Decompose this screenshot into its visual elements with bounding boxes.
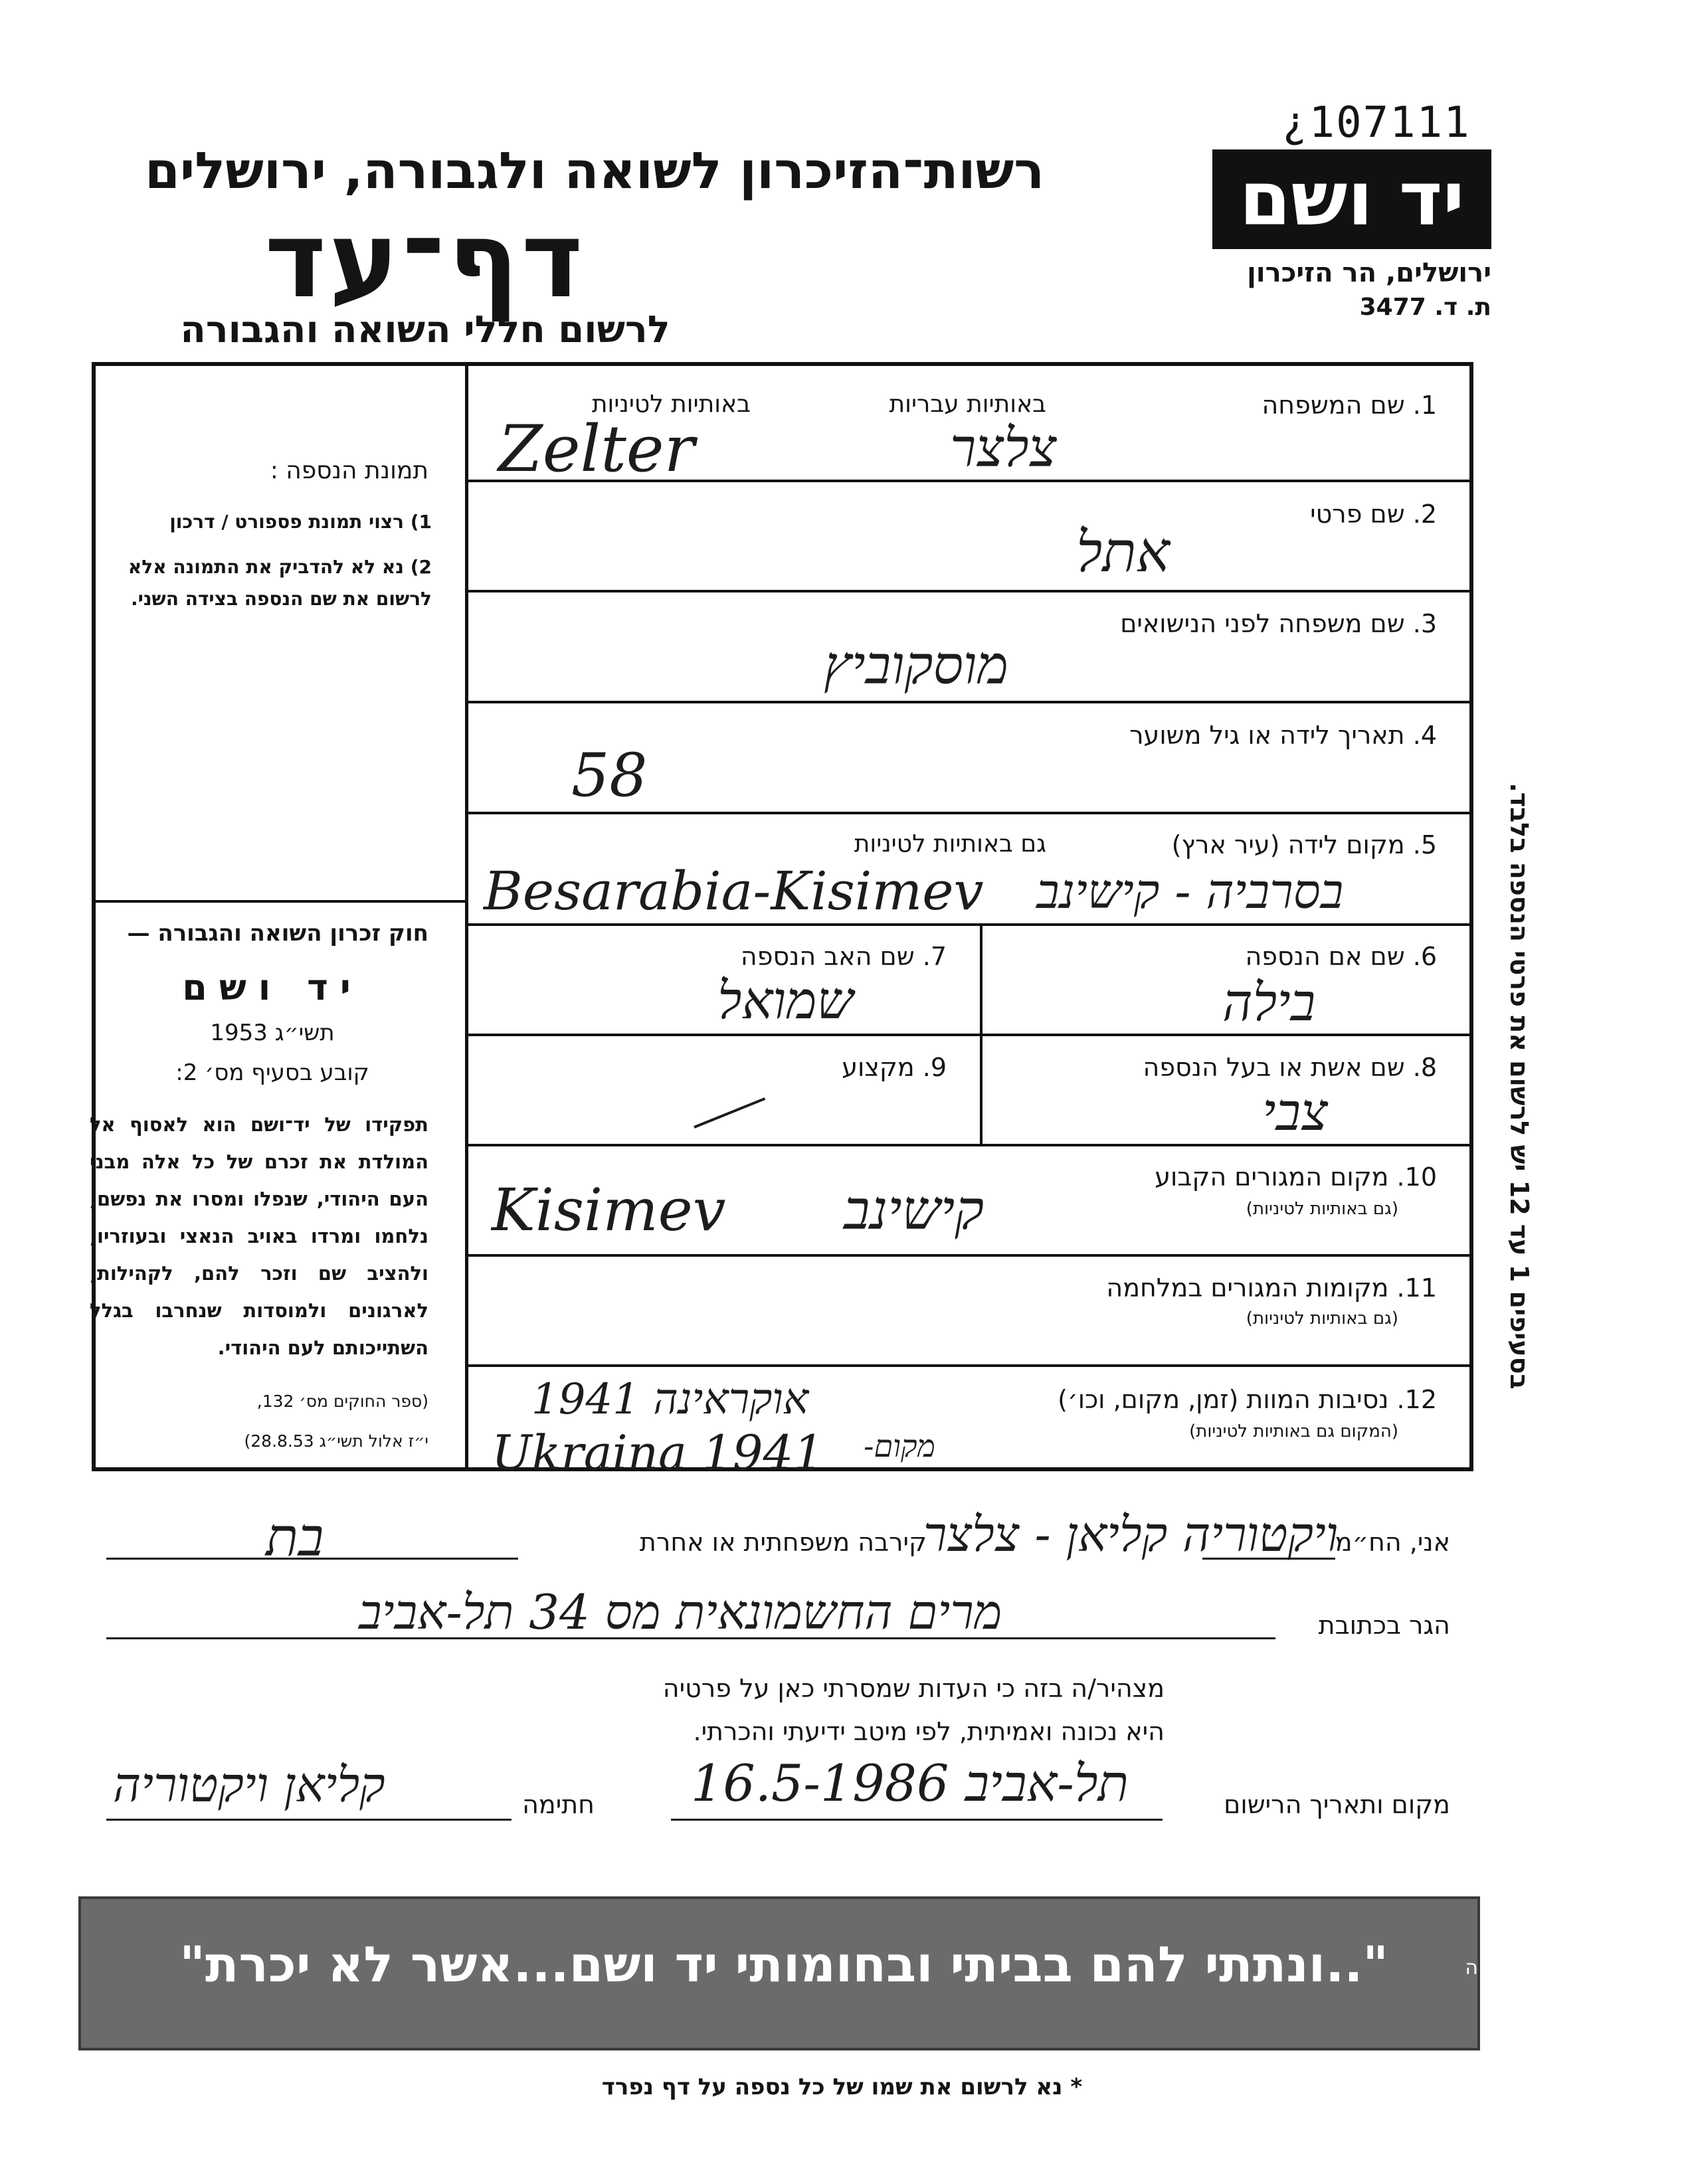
q10-answer-latin[interactable]: Kisimev <box>492 1176 726 1244</box>
q6-answer[interactable]: בילה <box>1222 973 1316 1033</box>
place-date-line <box>671 1819 1163 1821</box>
q7-label: 7. שם האב הנספה <box>740 942 947 971</box>
row-separator <box>468 1364 1473 1367</box>
form-subtitle: לרשום חללי השואה והגבורה <box>180 308 670 351</box>
sidebar-rule <box>93 900 465 903</box>
signature-label: חתימה <box>522 1790 595 1819</box>
logo-po-box: ת. ד. 3477 <box>1359 294 1491 321</box>
q4-label: 4. תאריך לידה או גיל משוער <box>1129 721 1437 750</box>
law-section: קובע בסעיף מס׳ 2: <box>175 1059 369 1086</box>
side-note <box>1496 737 1543 1435</box>
decl-address[interactable]: מרים החשמונאית מס 34 תל-אביב <box>359 1584 1002 1640</box>
q8-label: 8. שם אשת או בעל הנספה <box>1143 1053 1437 1082</box>
decl-relation-label: קירבה משפחתית או אחרת <box>639 1528 927 1557</box>
side-note-text: בסעיפים 1 עד 12 יש לרשום את פרטי הנספה בלבד. <box>1505 782 1534 1390</box>
row-separator <box>468 923 1473 926</box>
row-separator <box>468 1034 1473 1036</box>
decl-name[interactable]: ויקטוריה קליאן - צלצר <box>923 1506 1339 1562</box>
signature-line <box>106 1819 512 1821</box>
q2-label: 2. שם פרטי <box>1310 500 1437 529</box>
q6-label: 6. שם אם הנספה <box>1245 942 1437 971</box>
signature-value[interactable]: קליאן ויקטוריה <box>113 1757 385 1813</box>
band-quote: "..ונתתי להם בביתי ובחומותי יד ושם...אשר לא יכרת" <box>179 1936 1388 1993</box>
law-title: חוק זכרון השואה והגבורה — <box>127 920 428 947</box>
form-title: דף־עד <box>264 199 586 321</box>
place-date-value[interactable]: תל-אביב 16.5-1986 <box>691 1754 1129 1813</box>
q1-answer-hebrew[interactable]: צלצר <box>950 417 1057 479</box>
law-source: (ספר החוקים מס׳ 132, <box>256 1392 428 1411</box>
photo-note: 2) נא לא להדביק את התמונה אלא לרשום את שם הנספה בצידה השני. <box>128 556 432 610</box>
row-separator <box>468 1144 1473 1146</box>
photo-title: תמונת הנספה : <box>270 457 428 484</box>
photo-note: 1) רצוי תמונת פספורט / דרכון <box>169 511 432 533</box>
q3-label: 3. שם משפחה לפני הנישואים <box>1120 609 1437 638</box>
q4-answer[interactable]: 58 <box>571 741 648 810</box>
footnote: * נא לרשום את שמו של כל נספה על דף נפרד <box>601 2074 1083 2100</box>
row-separator <box>468 1254 1473 1257</box>
q5-label: 5. מקום לידה (עיר ארץ) <box>1171 830 1437 860</box>
law-name: יד ושם <box>182 966 363 1008</box>
q9-label: 9. מקצוע <box>842 1053 947 1082</box>
q5-answer-hebrew[interactable]: בסרביה - קישינב <box>1036 864 1344 919</box>
q12-place-note[interactable]: מקום- <box>864 1428 935 1464</box>
logo-address: ירושלים, הר הזיכרון <box>1247 258 1491 288</box>
q12-label: 12. נסיבות המוות (זמן, מקום, וכו׳) <box>1058 1385 1437 1414</box>
q12-answer-latin[interactable]: Ukraina 1941 <box>492 1425 824 1481</box>
q8-answer[interactable]: צבי <box>1262 1083 1328 1142</box>
column-split <box>980 923 982 1144</box>
q5-answer-latin[interactable]: Besarabia-Kisimev <box>484 860 984 922</box>
q12-answer-hebrew[interactable]: אוקראינה 1941 <box>531 1375 809 1424</box>
law-text: תפקידו של יד־ושם הוא לאסוף אל המולדת את זכרם של כל אלה מבני העם היהודי, שנפלו ומסרו את נפשם, נלחמו ומרדו באויב הנאצי ובעוזריו, ולהציב שם וזכר להם, לקהילות, לארגונים ולמוסדות שנחרבו בגלל השתייכותם לעם היהודי. <box>90 1113 428 1359</box>
row-separator <box>468 812 1473 814</box>
decl-relation[interactable]: בת <box>266 1506 324 1568</box>
q1-label: 1. שם המשפחה <box>1262 391 1437 420</box>
q10-label: 10. מקום המגורים הקבוע <box>1155 1162 1437 1192</box>
place-date-label: מקום ותאריך הרישום <box>1224 1790 1450 1819</box>
q12-sub: (המקום גם באותיות לטיניות) <box>1189 1421 1398 1441</box>
band-source: ישעיהו נו, ה <box>1465 1956 1564 1979</box>
q1-col-latin: באותיות לטיניות <box>591 391 751 418</box>
q11-sub: (גם באותיות לטיניות) <box>1246 1309 1398 1328</box>
logo-text: יד ושם <box>1239 156 1465 242</box>
q1-answer-latin[interactable]: Zelter <box>498 412 695 486</box>
row-separator <box>468 590 1473 592</box>
q2-answer[interactable]: אתל <box>1076 519 1170 585</box>
organization-title: רשות־הזיכרון לשואה ולגבורה, ירושלים <box>145 141 1044 200</box>
decl-address-label: הגר בכתובת <box>1318 1611 1450 1640</box>
decl-statement-2: היא נכונה ואמיתית, לפי מיטב ידיעתי והכרתי. <box>693 1717 1165 1746</box>
serial-number: ¿107111 <box>1282 98 1471 147</box>
q10-answer-hebrew[interactable]: קישינב <box>844 1179 984 1242</box>
q5-col-latin: גם באותיות לטיניות <box>854 830 1046 858</box>
decl-statement-1: מצהיר/ה בזה כי העדות שמסרתי כאן על פרטיה <box>662 1674 1165 1703</box>
q10-sub: (גם באותיות לטיניות) <box>1246 1199 1398 1219</box>
law-year: תשי״ג 1953 <box>210 1020 335 1046</box>
law-date: י״ז אלול תשי״ג 28.8.53) <box>244 1431 428 1451</box>
decl-prefix: אני, הח״מ <box>1335 1528 1450 1557</box>
row-separator <box>468 701 1473 703</box>
q1-col-hebrew: באותיות עבריות <box>889 391 1046 418</box>
q7-answer[interactable]: שמואל <box>717 971 854 1031</box>
q3-answer[interactable]: מוסקוביץ <box>824 634 1008 696</box>
sidebar-divider <box>465 362 468 1471</box>
yad-vashem-logo <box>1212 149 1491 249</box>
q11-label: 11. מקומות המגורים במלחמה <box>1106 1273 1437 1303</box>
